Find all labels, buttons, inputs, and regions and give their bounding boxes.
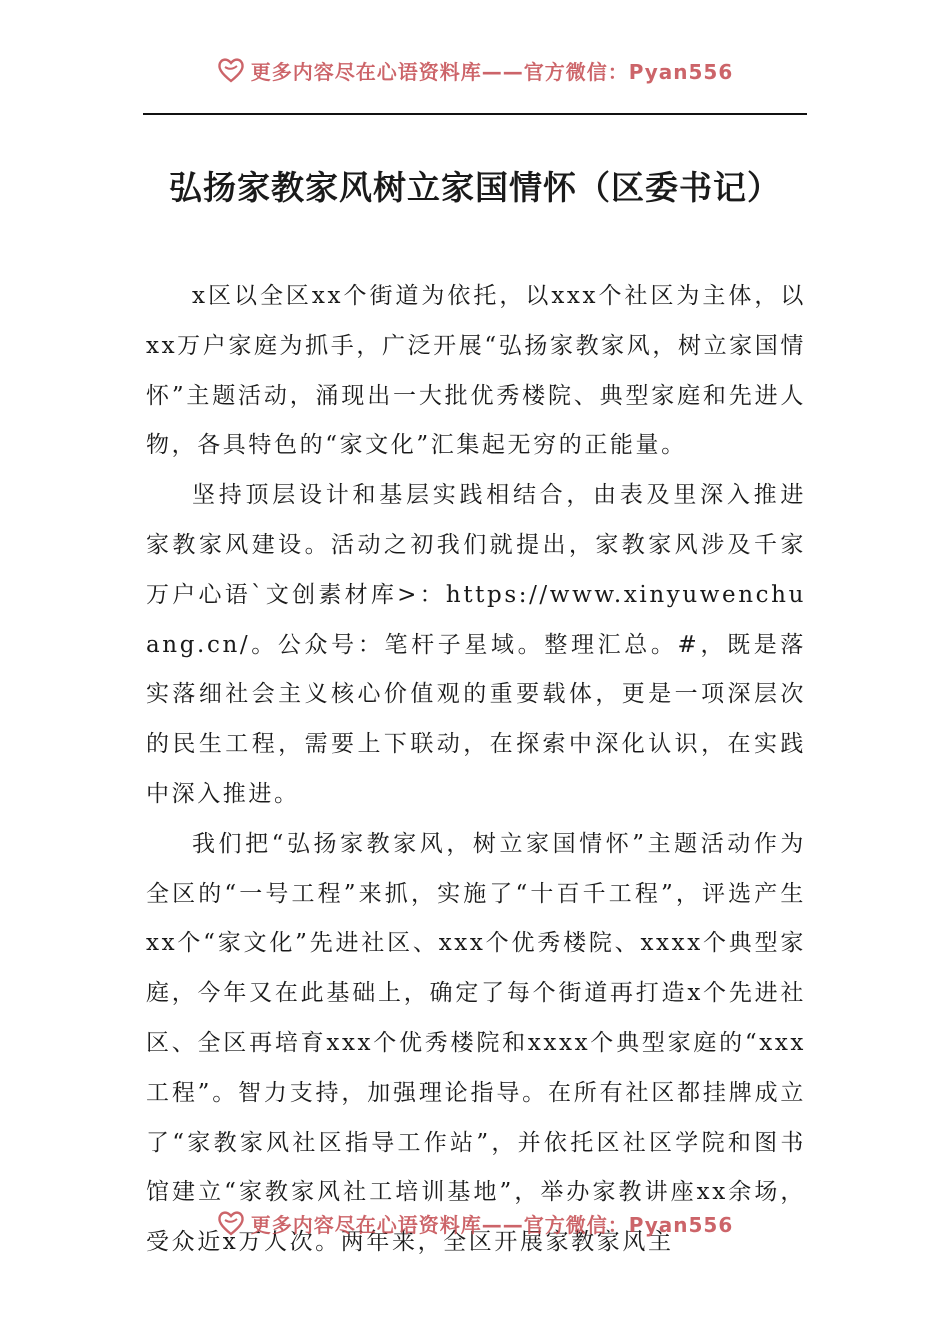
document-title: 弘扬家教家风树立家国情怀（区委书记）: [169, 168, 781, 207]
paragraph: x区以全区xx个街道为依托，以xxx个社区为主体，以xx万户家庭为抓手，广泛开展“弘扬家教家风，树立家国情怀”主题活动，涌现出一大批优秀楼院、典型家庭和先进人物，各具特色的“家文化”汇集起无穷的正能量。: [146, 283, 806, 459]
heart-logo-icon: [217, 1210, 245, 1236]
watermark-header: [0, 55, 950, 85]
watermark-text: 更多内容尽在心语资料库——官方微信：Pyan556: [250, 1212, 734, 1237]
paragraph: 我们把“弘扬家教家风，树立家国情怀”主题活动作为全区的“一号工程”来抓，实施了“十百千工程”，评选产生xx个“家文化”先进社区、xxx个优秀楼院、xxxx个典型家庭，今年又在此基础上，确定了每个街道再打造x个先进社区、全区再培育xxx个优秀楼院和xxxx个典型家庭的“xxx工程”。智力支持，加强理论指导。在所有社区都挂牌成立了“家教家风社区指导工作站”，并依托区社区学院和图书馆建立“家教家风社工培训基地”，举办家教讲座xx余场，受众近x万人次。两年来，全区开展家教家风主: [146, 830, 806, 1256]
watermark-text: 更多内容尽在心语资料库——官方微信：Pyan556: [250, 59, 734, 84]
watermark-footer: [0, 1208, 950, 1238]
header-divider: [143, 113, 807, 115]
paragraph: 坚持顶层设计和基层实践相结合，由表及里深入推进家教家风建设。活动之初我们就提出，家教家风涉及千家万户心语`文创素材库>：https://www.xinyuwenchuang.cn/。公众号：笔杆子星域。整理汇总。#，既是落实落细社会主义核心价值观的重要载体，更是一项深层次的民生工程，需要上下联动，在探索中深化认识，在实践中深入推进。: [146, 482, 806, 807]
heart-logo-icon: [217, 57, 245, 83]
